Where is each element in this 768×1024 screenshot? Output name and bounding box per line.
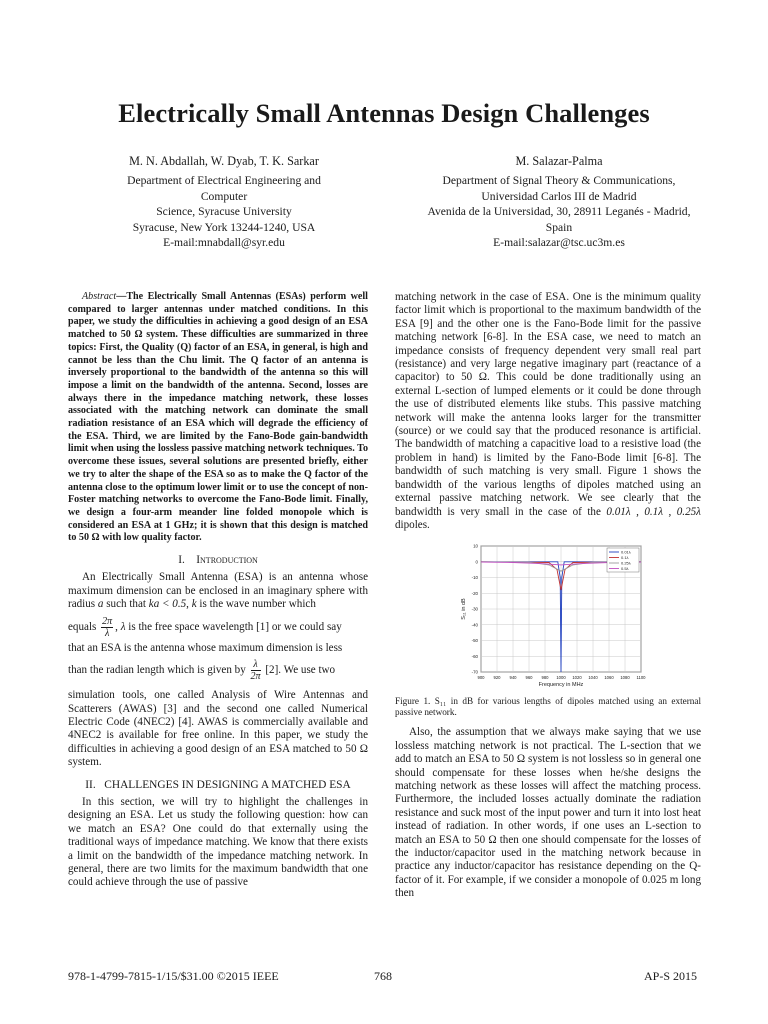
affiliation-line: Department of Electrical Engineering and Computer xyxy=(127,174,321,203)
y-tick-label: -50 xyxy=(471,638,478,644)
fraction-denominator: λ xyxy=(104,627,110,639)
math-expr: ka < 0.5 xyxy=(148,598,187,611)
right-paragraph-1 xyxy=(395,291,701,532)
author-names-right: M. Salazar-Palma xyxy=(515,154,603,168)
author-block-right xyxy=(404,154,714,250)
x-tick-label: 940 xyxy=(509,675,517,681)
legend-label: 0.01λ xyxy=(621,549,631,555)
intro-equation-line-1: equals $\frac{2\pi}{\lambda}$ , λ is the free space wavelength [1] or we could say xyxy=(68,615,342,639)
x-tick-label: 960 xyxy=(525,675,533,681)
affiliation-line: Universidad Carlos III de Madrid xyxy=(481,189,637,203)
author-email-right: E-mail:salazar@tsc.uc3m.es xyxy=(493,236,625,250)
section-heading-introduction xyxy=(68,554,368,567)
affiliation-line: Avenida de la Universidad, 30, 28911 Leganés - Madrid, xyxy=(427,205,691,219)
right-column xyxy=(395,291,701,901)
text-run: is the wave number which xyxy=(199,598,316,611)
section-title: CHALLENGES IN DESIGNING A MATCHED ESA xyxy=(104,778,351,791)
intro-equation-line-2 xyxy=(68,655,368,685)
x-tick-label: 1100 xyxy=(636,675,646,681)
footer-conference: AP-S 2015 xyxy=(644,969,698,983)
fraction-numerator: λ xyxy=(251,659,261,671)
figure-1 xyxy=(395,538,701,694)
x-tick-label: 1040 xyxy=(588,675,598,681)
s11-chart xyxy=(395,538,701,694)
paper-title: Electrically Small Antennas Design Challenges xyxy=(118,98,650,128)
challenges-paragraph-1: In this section, we will try to highlight the challenges in designing an ESA. Let us study the following question: how can we match an ESA? One could do that externally using the traditional ways of impedance matching. We know that there exists a limit on the bandwidth of the impedance matching network. In general, there are two limits for the maximum bandwidth that one could achieve through the use of passive xyxy=(68,795,368,889)
text-run: , xyxy=(186,598,189,611)
author-block-left xyxy=(104,154,344,250)
footer-page-number: 768 xyxy=(374,969,392,983)
math-var: a xyxy=(97,598,104,611)
x-tick-label: 920 xyxy=(493,675,501,681)
y-tick-label: -70 xyxy=(471,669,478,675)
y-tick-label: -30 xyxy=(471,606,478,612)
affiliation-line: Syracuse, New York 13244-1240, USA xyxy=(132,220,316,234)
fraction-numerator: 2π xyxy=(102,615,113,627)
y-tick-label: -60 xyxy=(471,654,478,660)
abstract-text: —The Electrically Small Antennas (ESAs) perform well compared to larger antennas under matched conditions. In this paper, we study the difficulties in achieving a good design of an ESA matched to 50 Ω system. These difficulties are summarized in three topics: First, the Quality (Q) factor of an ESA, in general, is high and cannot be less than the Chu limit. The Q factor of an antenna is inversely proportional to the bandwidth of the antenna so this will impose a limit on the bandwidth of the antenna. Second, losses are always there in the impedance matching network, these losses associated with the matching network can dominate the small radiation resistance of an ESA which will degrade the efficiency of the ESA. Third, we are limited by the Fano-Bode gain-bandwidth limit when using the lossless passive matching network techniques. To overcome these issues, several solutions are presented briefly, either we try to alter the shape of the ESA so as to make the Q factor of the antenna close to the optimum lower limit or to use the concept of non-Foster matching networks to overcome the Fano-Bode limit. Finally, we design a four-arm meander line folded monopole which is considered an ESA at 1 GHz; it is shown that this design is matched to 50 Ω with low quality factor. xyxy=(68,291,368,544)
y-tick-label: 0 xyxy=(475,559,478,565)
y-axis-label: S₁₁ in dB xyxy=(461,598,467,621)
intro-paragraph-2: simulation tools, one called Analysis of Wire Antennas and Scatterers (AWAS) [3] and the second one called Numerical Electric Code (4NEC2) [4]. AWAS is commercially available and 4NEC2 is available for free online. In this paper, we study the difficulties in achieving a good design of an ESA matched to 50 Ω system. xyxy=(68,689,368,769)
x-axis-label: Frequency in MHz xyxy=(538,682,584,689)
left-column xyxy=(68,291,368,890)
fraction-denominator: 2π xyxy=(250,671,261,683)
text-run: matching network in the case of ESA. One is the minimum quality factor limit which is proportional to the maximum bandwidth of the ESA [9] and the other one is the Fano-Bode limit for the passive matching network [6-8]. In the ESA case, we need to match an impedance consists of frequency dependent very small real part (resistance) and very large negative imaginary part (reactance of a capacitor) to 50 Ω. This could be done traditionally using an external L-section of lumped elements or it could be done through the use of distributed elements like stubs. This passive matching network will make the antenna looks larger for the transmitter (source) or we could say that the produced resonance is artificial. The bandwidth of matching a capacitive load to a resistive load (the problem in hand) is limited by the Fano-Bode limit [6-8]. The bandwidth of such matching is very small. Figure 1 shows the bandwidth of the various lengths of dipoles matched using an external passive matching network. We see clearly that the bandwidth is very small in the case of the xyxy=(395,291,701,518)
x-tick-label: 980 xyxy=(541,675,549,681)
y-tick-label: -20 xyxy=(471,591,478,597)
math-expr: 0.01λ , 0.1λ , 0.25λ xyxy=(606,505,701,518)
math-var: k xyxy=(191,598,197,611)
text-run: such that xyxy=(106,598,146,611)
affiliation-line: Department of Signal Theory & Communications, xyxy=(442,174,676,188)
section-title: Introduction xyxy=(196,554,258,567)
footer-copyright: 978-1-4799-7815-1/15/$31.00 ©2015 IEEE xyxy=(68,969,279,983)
author-email-left: E-mail:mnabdall@syr.edu xyxy=(163,236,285,250)
legend-label: 0.1λ xyxy=(621,555,629,561)
x-tick-label: 900 xyxy=(477,675,485,681)
figure-caption: Figure 1. S₁₁ in dB for various lengths of dipoles matched using an external passive network. xyxy=(395,696,701,718)
text-run: dipoles. xyxy=(395,518,430,531)
abstract-lead: Abstract xyxy=(82,291,117,302)
math-var: λ xyxy=(120,620,126,633)
fraction-lambda-over-2pi xyxy=(251,659,261,682)
section-number: II. xyxy=(85,778,96,791)
text-run: [2]. We use two xyxy=(265,664,336,677)
text-run: An Electrically Small Antenna (ESA) is an antenna whose maximum dimension can be enclosed in an imaginary sphere with radius xyxy=(68,571,368,611)
affiliation-line: Science, Syracuse University xyxy=(156,205,292,219)
intro-line: that an ESA is the antenna whose maximum dimension is less xyxy=(68,641,343,654)
x-tick-label: 1080 xyxy=(620,675,630,681)
author-names-left: M. N. Abdallah, W. Dyab, T. K. Sarkar xyxy=(129,154,319,168)
x-tick-label: 1060 xyxy=(604,675,614,681)
text-run: equals xyxy=(68,620,97,633)
text-run: is the free space wavelength [1] or we could say xyxy=(128,620,342,633)
intro-paragraph-1 xyxy=(68,571,368,611)
x-tick-label: 1000 xyxy=(556,675,566,681)
x-tick-label: 1020 xyxy=(572,675,582,681)
y-tick-label: -10 xyxy=(471,575,478,581)
legend-label: 0.5λ xyxy=(621,566,629,572)
section-number: I. xyxy=(178,554,185,567)
text-run: than the radian length which is given by xyxy=(68,664,246,677)
y-tick-label: 10 xyxy=(473,543,478,549)
abstract xyxy=(68,291,368,545)
section-heading-challenges xyxy=(68,779,368,792)
fraction-2pi-over-lambda xyxy=(101,616,113,639)
legend-label: 0.25λ xyxy=(621,560,631,566)
affiliation-line: Spain xyxy=(545,220,573,234)
right-paragraph-2: Also, the assumption that we always make saying that we use lossless matching network is not practical. The L-section that we add to match an ESA to 50 Ω system is not lossless so in general one should compensate for these losses when he/she designs the matching network as these losses will affect the matching process. Furthermore, the included losses actually dominate the radiation resistance and suck most of the input power and turn it into lost heat instead of radiation. In other words, if one uses an L-section to match an ESA to 50 Ω then one should compensate for the losses of the inductor/capacitor used in the matching network because in practice any inductor/capacitor has resistance depending on the Q-factor of it. For example, if we consider a monopole of 0.025 m long then xyxy=(395,726,701,900)
y-tick-label: -40 xyxy=(471,622,478,628)
